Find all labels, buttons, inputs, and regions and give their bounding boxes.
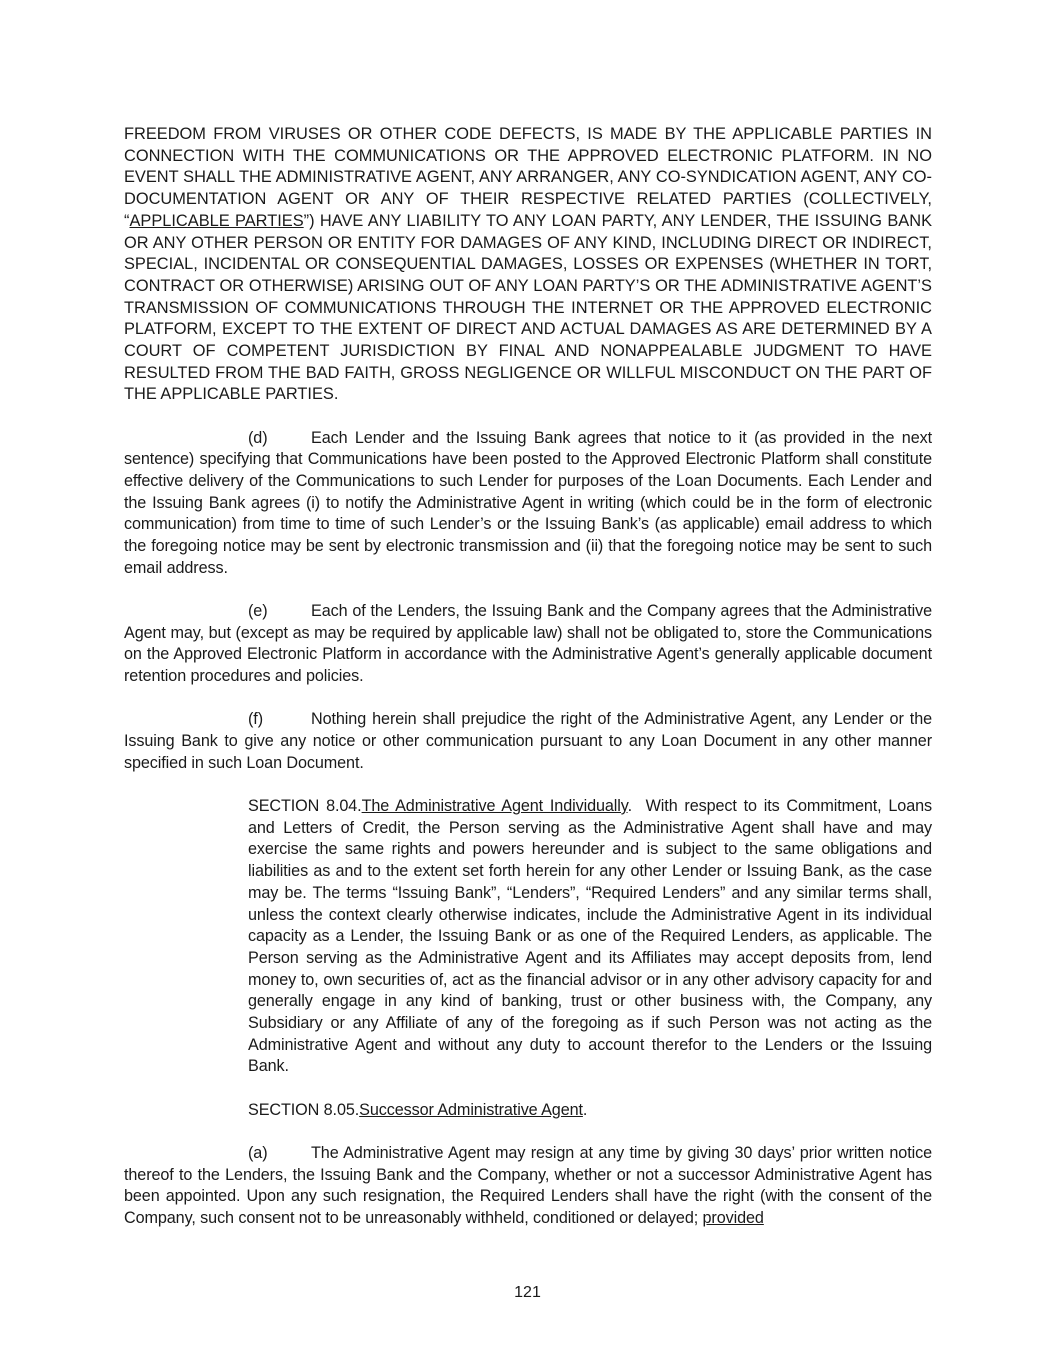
defined-term-applicable-parties: APPLICABLE PARTIES xyxy=(129,211,304,230)
clause-d-paragraph xyxy=(124,428,932,580)
document-page xyxy=(124,124,932,1230)
clause-8-05-a-text: The Administrative Agent may resign at any time by giving 30 days’ prior written notice thereof to the Lenders, the Issuing Bank and the Company, whether or not a successor Administrative Agent has been appointed. Upon any such resignation, the Required Lenders shall have the right (with the consent of the Company, such consent not to be unreasonably withheld, conditioned or delayed; xyxy=(124,1143,932,1227)
section-8-05-number: SECTION 8.05. xyxy=(248,1100,360,1119)
clause-f-label: (f) xyxy=(248,710,263,729)
liability-disclaimer-paragraph xyxy=(124,124,932,406)
disclaimer-text-start: FREEDOM FROM VIRUSES OR OTHER CODE DEFECTS, IS MADE BY THE APPLICABLE PARTIES IN CONNECTION WITH THE COMMUNICATIONS OR THE APPROVED ELECTRONIC PLATFORM. IN NO EVENT SHALL THE ADMINISTRATIVE AGENT, ANY ARRANGER, ANY CO-SYNDICATION AGENT, ANY CO-DOCUMENTATION AGENT OR ANY OF THEIR RESPECTIVE RELATED PARTIES (COLLECTIVELY, “ xyxy=(124,125,932,230)
proviso-term-provided: provided xyxy=(702,1208,764,1227)
section-8-04-title-end: . xyxy=(627,796,632,815)
section-8-05-heading xyxy=(124,1100,932,1122)
clause-d-label: (d) xyxy=(248,428,268,447)
section-8-04-paragraph xyxy=(124,796,932,1078)
clause-f-paragraph xyxy=(124,709,932,774)
clause-e-label: (e) xyxy=(248,602,268,621)
disclaimer-text-end: ”) HAVE ANY LIABILITY TO ANY LOAN PARTY, ANY LENDER, THE ISSUING BANK OR ANY OTHER PERSON OR ENTITY FOR DAMAGES OF ANY KIND, INCLUDING DIRECT OR INDIRECT, SPECIAL, INCIDENTAL OR CONSEQUENTIAL DAMAGES, LOSSES OR EXPENSES (WHETHER IN TORT, CONTRACT OR OTHERWISE) ARISING OUT OF ANY LOAN PARTY’S OR THE ADMINISTRATIVE AGENT’S TRANSMISSION OF COMMUNICATIONS THROUGH THE INTERNET OR THE APPROVED ELECTRONIC PLATFORM, EXCEPT TO THE EXTENT OF DIRECT AND ACTUAL DAMAGES AS ARE DETERMINED BY A COURT OF COMPETENT JURISDICTION BY FINAL AND NONAPPEALABLE JUDGMENT TO HAVE RESULTED FROM THE BAD FAITH, GROSS NEGLIGENCE OR WILLFUL MISCONDUCT ON THE PART OF THE APPLICABLE PARTIES. xyxy=(124,211,932,404)
section-8-04-text: With respect to its Commitment, Loans and Letters of Credit, the Person serving as the Administrative Agent shall have and may exercise the same rights and powers hereunder and is subject to the same obligations and liabilities as and to the extent set forth herein for any other Lender or Issuing Bank, as the case may be. The terms “Issuing Bank”, “Lenders”, “Required Lenders” and any similar terms shall, unless the context clearly otherwise indicates, include the Administrative Agent in its individual capacity as a Lender, the Issuing Bank or as one of the Required Lenders, as applicable. The Person serving as the Administrative Agent and its Affiliates may accept deposits from, lend money to, own securities of, act as the financial advisor or in any other advisory capacity for and generally engage in any kind of banking, trust or other business with, the Company, any Subsidiary or any Affiliate of any of the foregoing as if such Person was not acting as the Administrative Agent and without any duty to account therefor to the Lenders or the Issuing Bank. xyxy=(248,796,932,1076)
section-8-05-title-end: . xyxy=(582,1100,588,1119)
clause-8-05-a-label: (a) xyxy=(248,1143,268,1162)
clause-f-text: Nothing herein shall prejudice the right of the Administrative Agent, any Lender or the Issuing Bank to give any notice or other communication pursuant to any Loan Document in any other manner specified in such Loan Document. xyxy=(124,710,932,772)
section-8-04-number: SECTION 8.04. xyxy=(248,796,362,815)
clause-d-text: Each Lender and the Issuing Bank agrees that notice to it (as provided in the next sentence) specifying that Communications have been posted to the Approved Electronic Platform shall constitute effective delivery of the Communications to such Lender for purposes of the Loan Documents. Each Lender and the Issuing Bank agrees (i) to notify the Administrative Agent in writing (which could be in the form of electronic communication) from time to time of such Lender’s or the Issuing Bank’s (as applicable) email address to which the foregoing notice may be sent by electronic transmission and (ii) that the foregoing notice may be sent to such email address. xyxy=(124,428,932,577)
clause-e-text: Each of the Lenders, the Issuing Bank and the Company agrees that the Administrative Agent may, but (except as may be required by applicable law) shall not be obligated to, store the Communications on the Approved Electronic Platform in accordance with the Administrative Agent’s generally applicable document retention procedures and policies. xyxy=(124,602,932,686)
page-number: 121 xyxy=(514,1284,541,1301)
section-8-04-title: The Administrative Agent Individually xyxy=(361,796,628,815)
clause-8-05-a-paragraph xyxy=(124,1143,932,1230)
clause-e-paragraph xyxy=(124,601,932,688)
section-8-05-title: Successor Administrative Agent xyxy=(359,1100,583,1119)
